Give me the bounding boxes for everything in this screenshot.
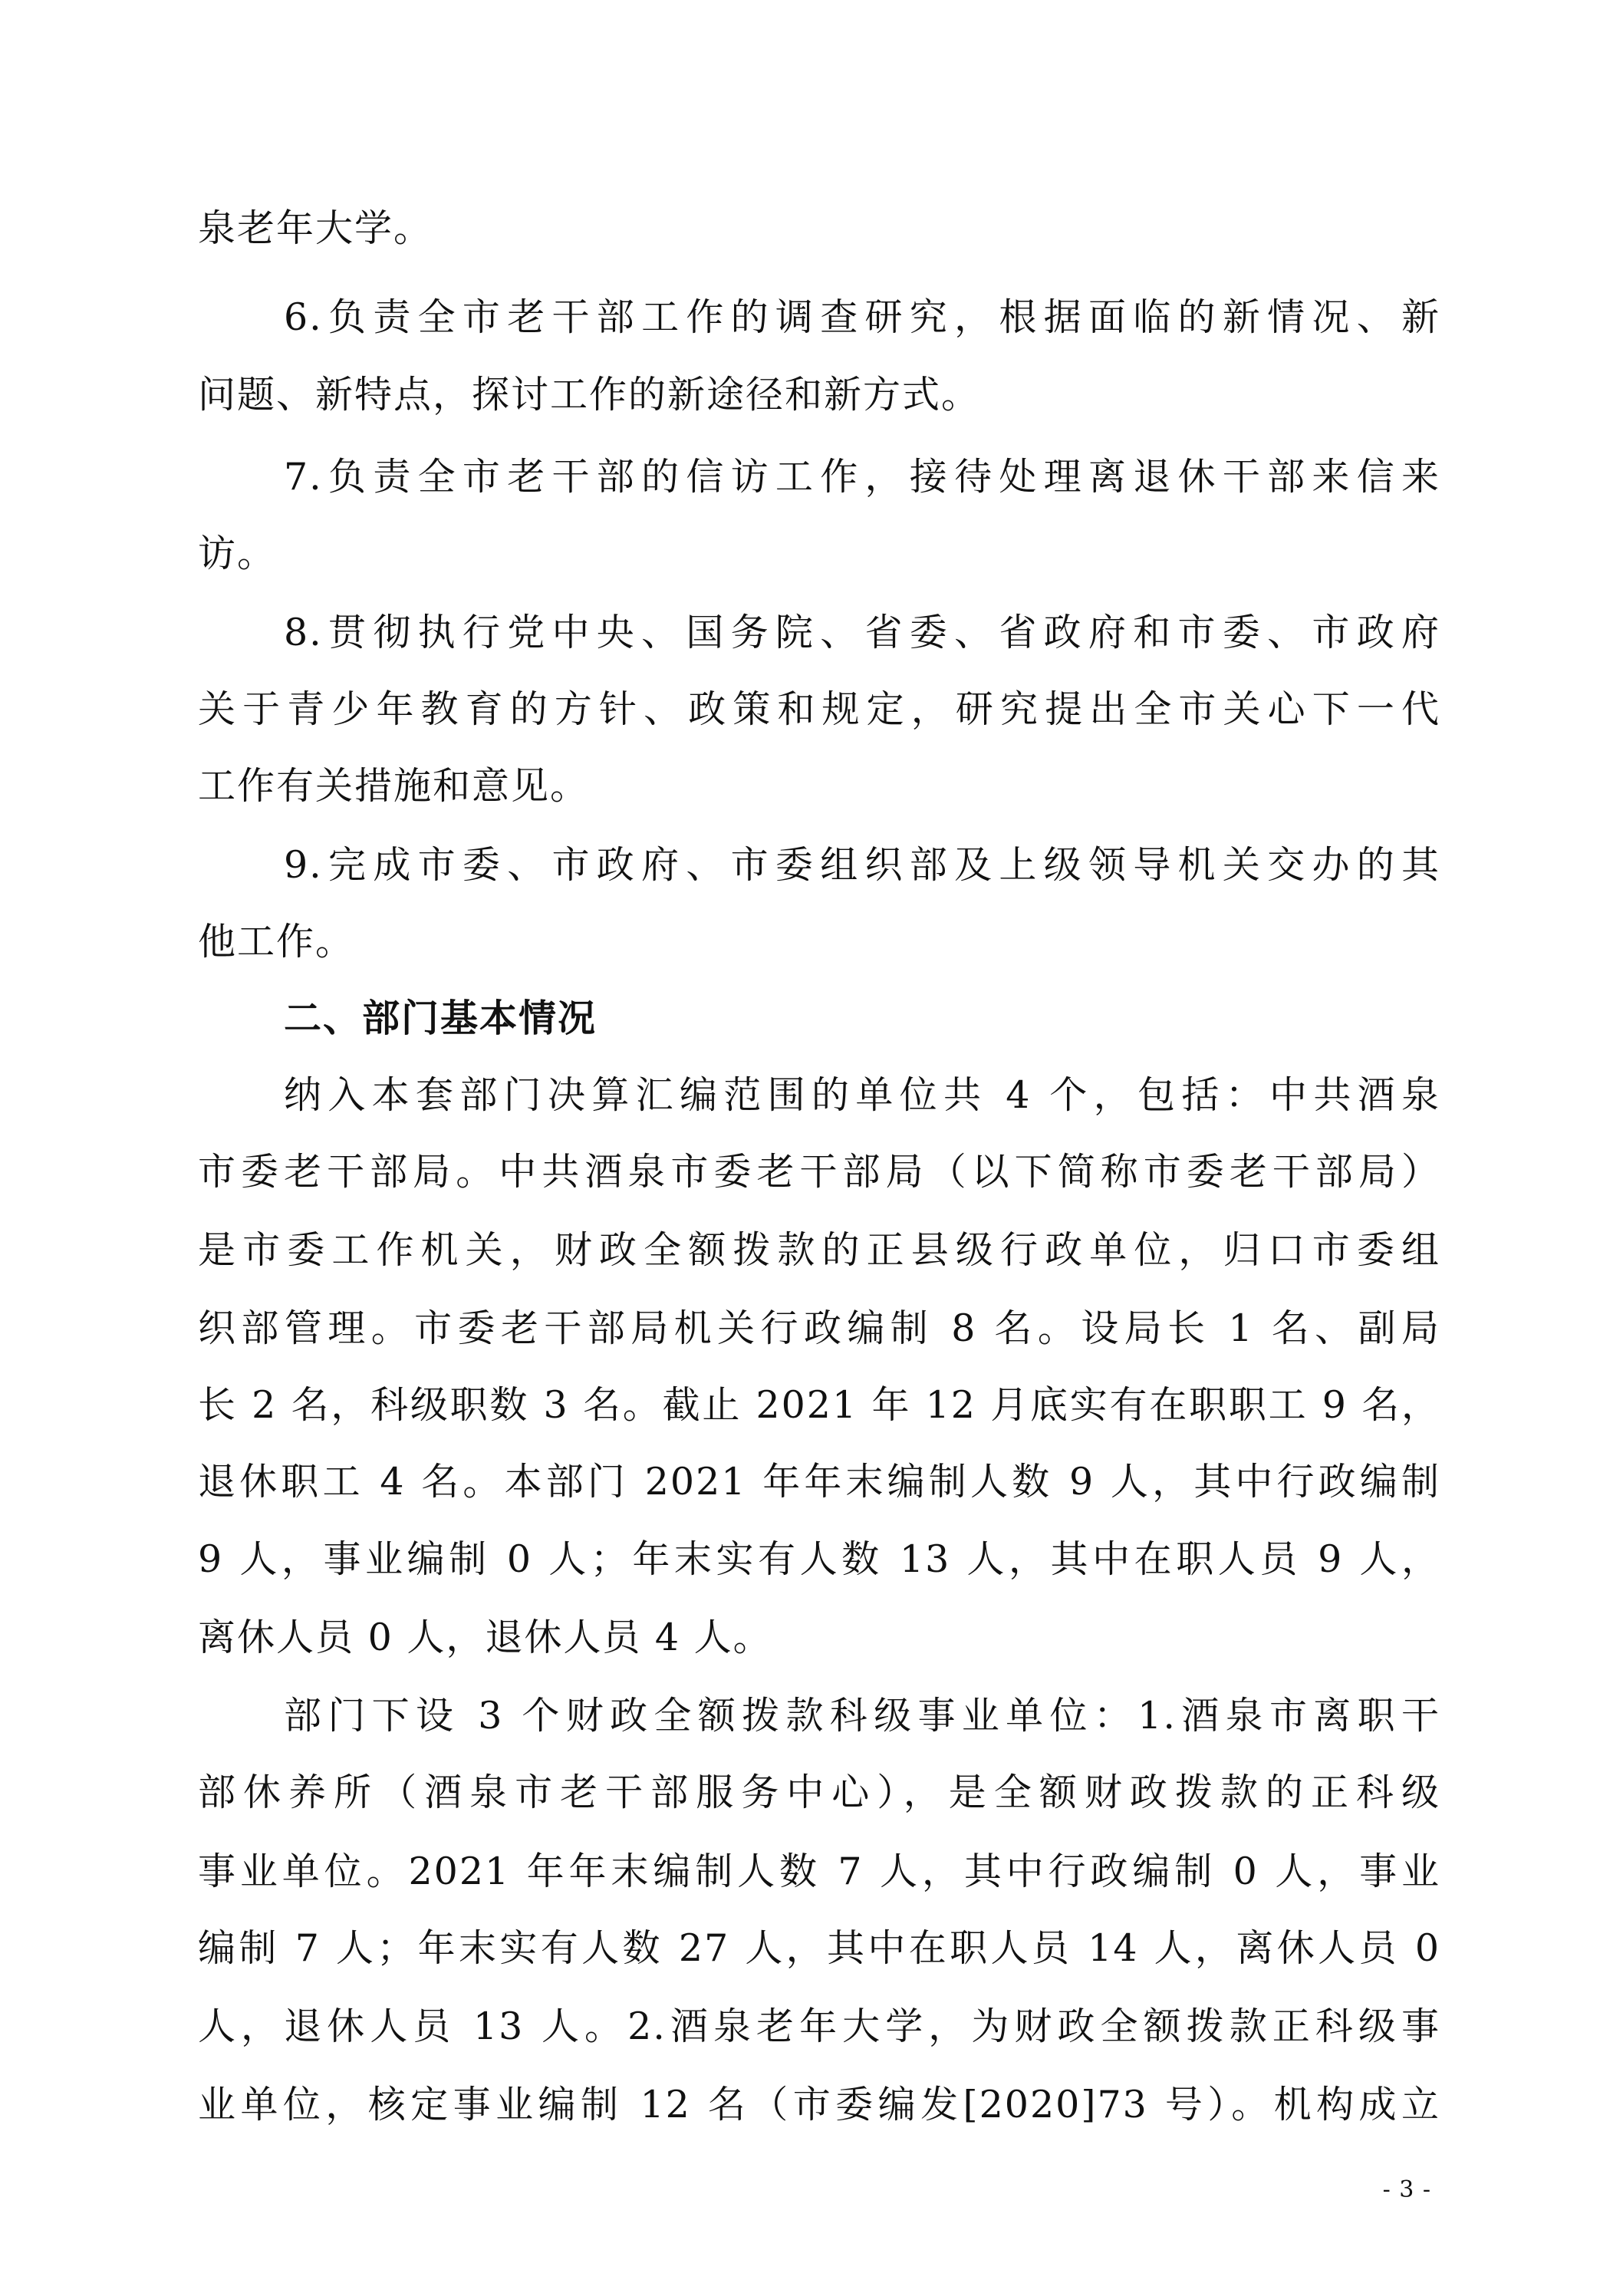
page-number: - 3 - — [1382, 2176, 1431, 2203]
text-line: 是市委工作机关，财政全额拨款的正县级行政单位，归口市委组 — [198, 1228, 1440, 1272]
text-line: 事业单位。2021 年年末编制人数 7 人，其中行政编制 0 人，事业 — [198, 1850, 1440, 1893]
text-line: 编制 7 人；年末实有人数 27 人，其中在职人员 14 人，离休人员 0 — [198, 1926, 1440, 1970]
text-line: 长 2 名，科级职数 3 名。截止 2021 年 12 月底实有在职职工 9 名， — [198, 1383, 1440, 1427]
text-line: 关于青少年教育的方针、政策和规定，研究提出全市关心下一代 — [198, 687, 1440, 731]
text-line: 他工作。 — [198, 920, 355, 964]
text-line: 8.贯彻执行党中央、国务院、省委、省政府和市委、市政府 — [284, 611, 1440, 654]
text-line: 部休养所（酒泉市老干部服务中心），是全额财政拨款的正科级 — [198, 1771, 1440, 1814]
text-line: 市委老干部局。中共酒泉市委老干部局（以下简称市委老干部局） — [198, 1150, 1440, 1194]
text-line: 问题、新特点，探讨工作的新途径和新方式。 — [198, 373, 981, 417]
text-line: 业单位，核定事业编制 12 名（市委编发[2020]73 号）。机构成立 — [198, 2083, 1440, 2126]
text-line: 7.负责全市老干部的信访工作，接待处理离退休干部来信来 — [284, 455, 1440, 499]
text-line: 9.完成市委、市政府、市委组织部及上级领导机关交办的其 — [284, 843, 1440, 887]
text-line: 泉老年大学。 — [198, 206, 433, 250]
text-line: 人，退休人员 13 人。2.酒泉老年大学，为财政全额拨款正科级事 — [198, 2004, 1440, 2048]
text-line: 6.负责全市老干部工作的调查研究，根据面临的新情况、新 — [284, 295, 1440, 339]
text-line: 织部管理。市委老干部局机关行政编制 8 名。设局长 1 名、副局 — [198, 1306, 1440, 1350]
section-heading: 二、部门基本情况 — [284, 996, 598, 1040]
text-line: 纳入本套部门决算汇编范围的单位共 4 个，包括：中共酒泉 — [284, 1073, 1440, 1117]
text-line: 退休职工 4 名。本部门 2021 年年末编制人数 9 人，其中行政编制 — [198, 1460, 1440, 1504]
text-line: 部门下设 3 个财政全额拨款科级事业单位：1.酒泉市离职干 — [284, 1694, 1440, 1738]
text-line: 工作有关措施和意见。 — [198, 764, 590, 808]
text-line: 9 人，事业编制 0 人；年末实有人数 13 人，其中在职人员 9 人， — [198, 1537, 1440, 1581]
text-line: 访。 — [198, 532, 277, 575]
text-line: 离休人员 0 人，退休人员 4 人。 — [198, 1616, 772, 1659]
